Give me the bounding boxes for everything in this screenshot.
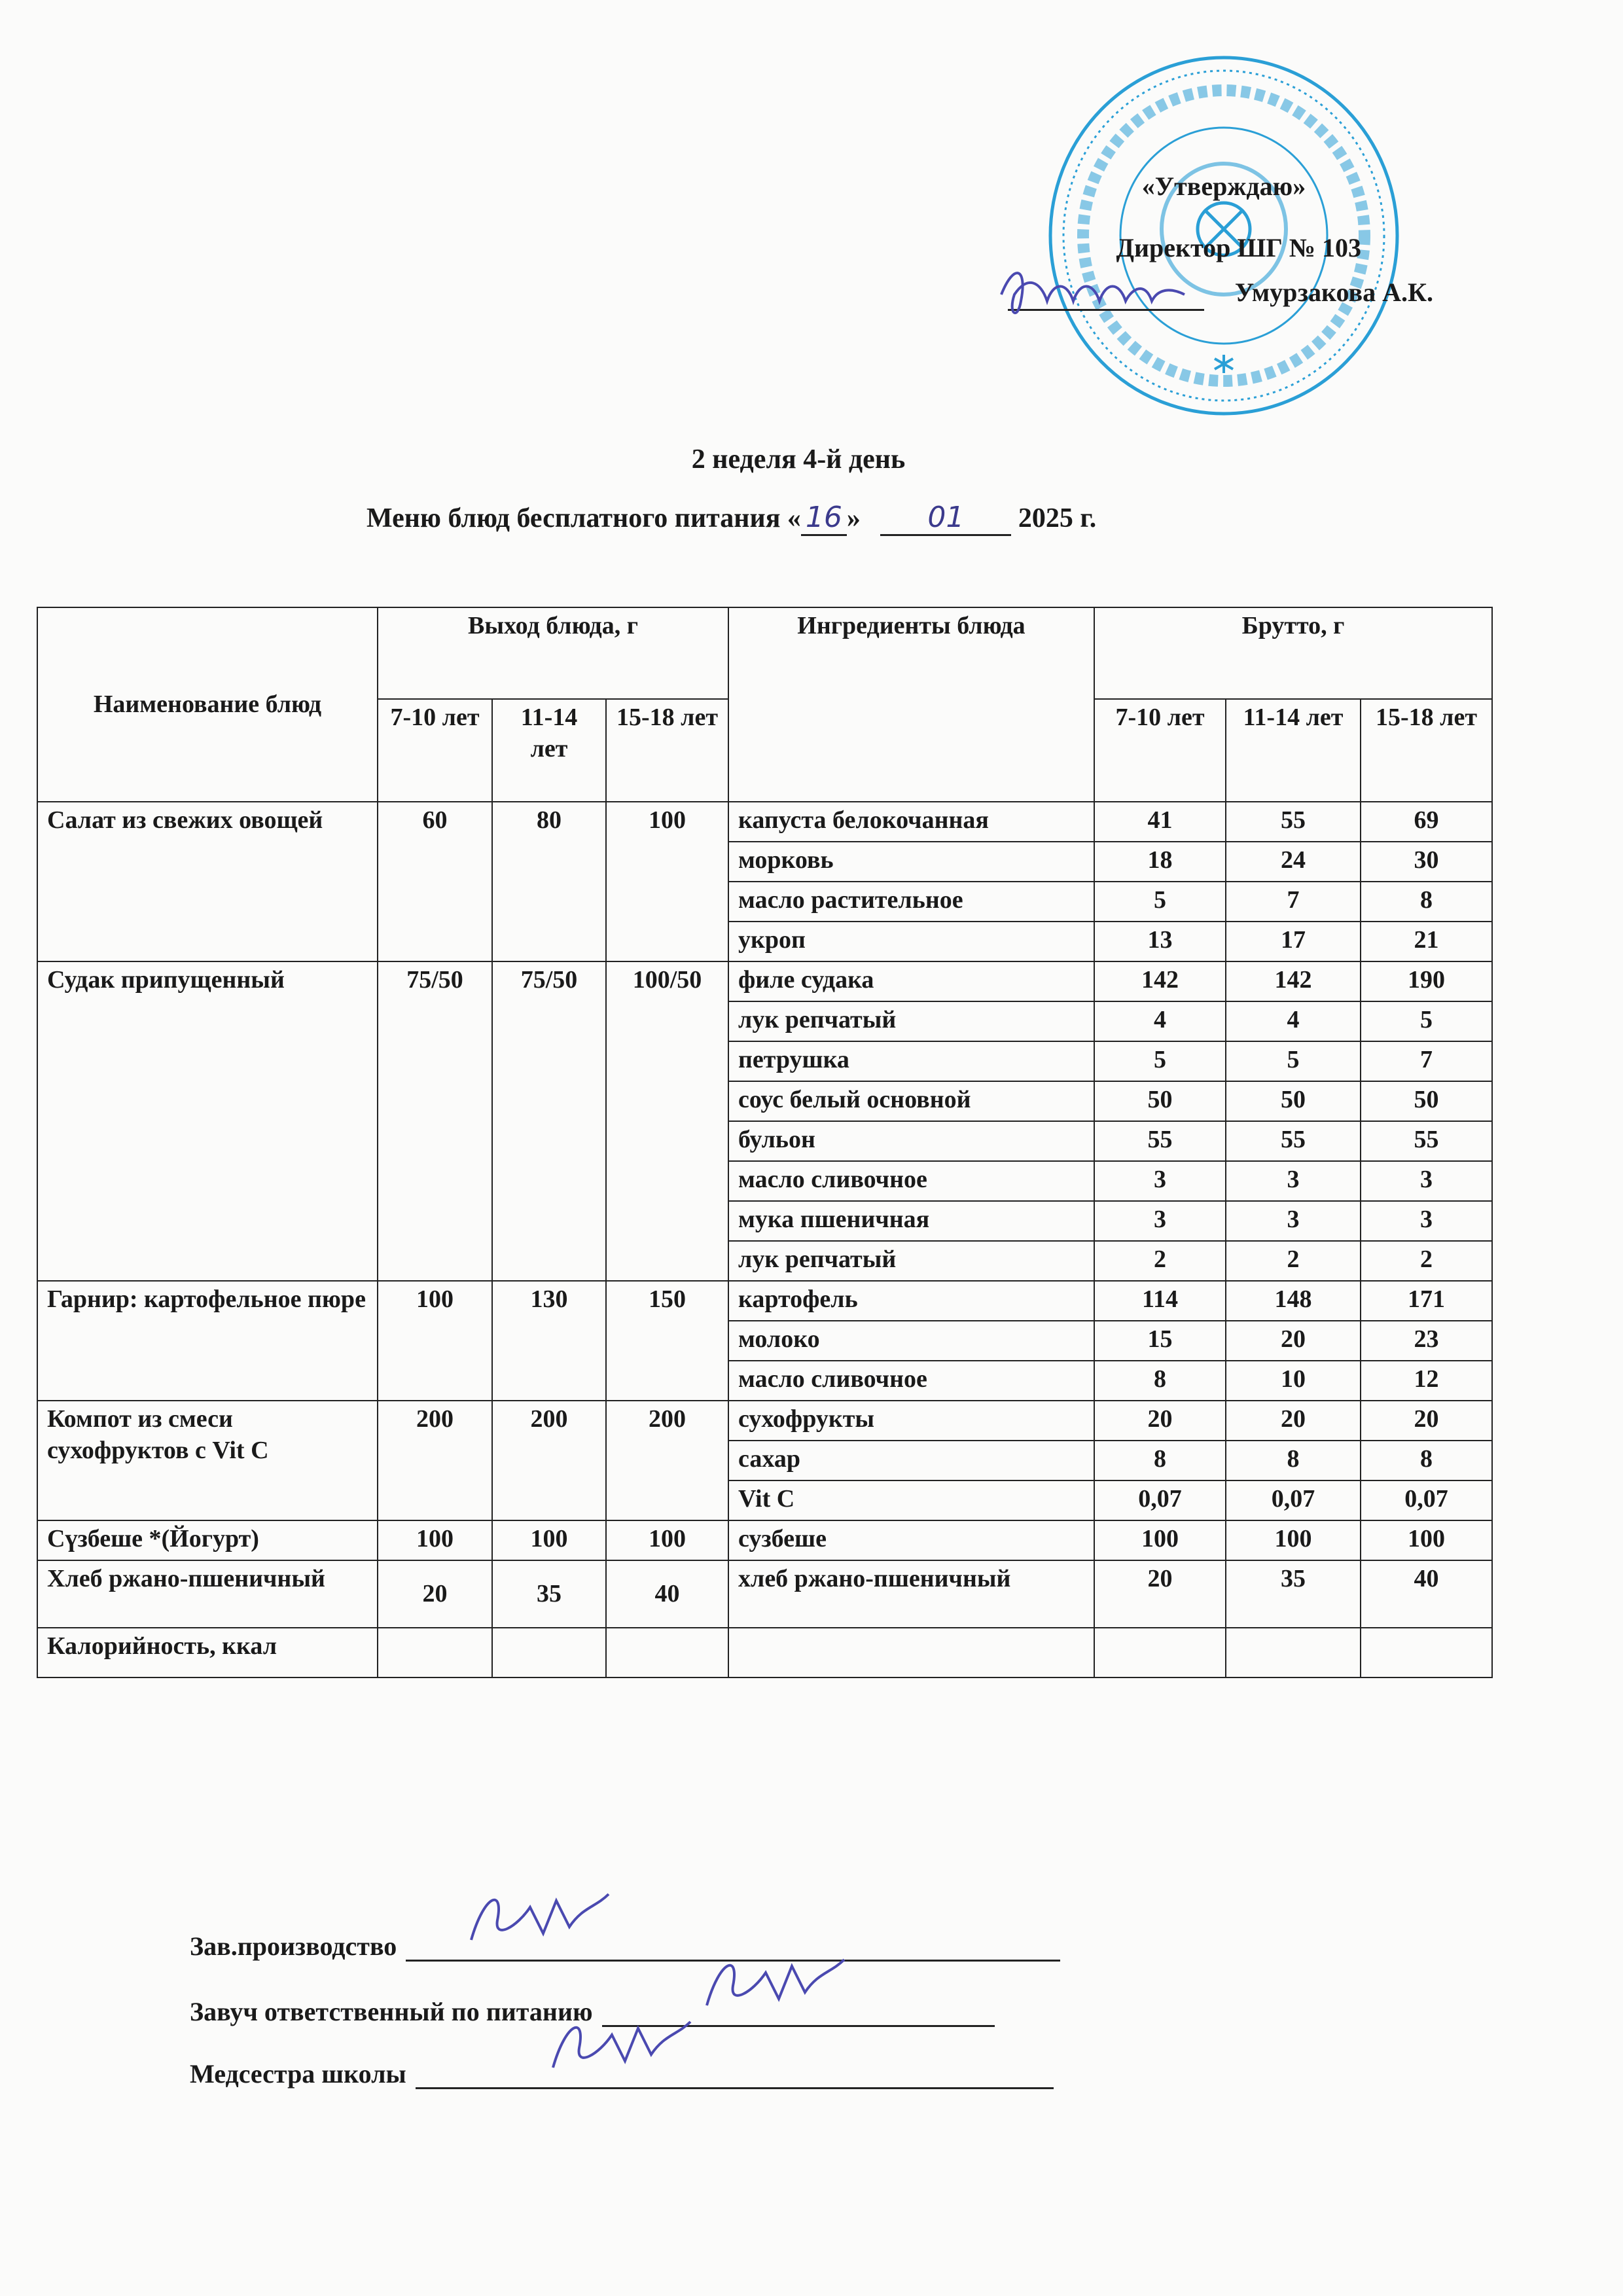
dish-yield: 200	[606, 1401, 728, 1520]
dish-name: Хлеб ржано-пшеничный	[37, 1560, 378, 1628]
calories-cell	[1094, 1628, 1226, 1677]
calories-cell	[728, 1628, 1094, 1677]
dish-yield: 130	[492, 1281, 606, 1401]
ingredient-brutto: 30	[1361, 842, 1492, 882]
dish-name: Сүзбеше *(Йогурт)	[37, 1520, 378, 1560]
ingredient-brutto: 21	[1361, 922, 1492, 961]
approval-role: Директор ШГ № 103	[1116, 233, 1361, 262]
menu-title	[366, 501, 1096, 536]
ingredient-name: молоко	[728, 1321, 1094, 1361]
dish-yield: 60	[378, 802, 492, 961]
ingredient-name: укроп	[728, 922, 1094, 961]
ingredient-name: лук репчатый	[728, 1241, 1094, 1281]
ingredient-brutto: 55	[1361, 1121, 1492, 1161]
dish-yield: 100	[606, 802, 728, 961]
ingredient-brutto: 50	[1361, 1081, 1492, 1121]
date-year: 2025 г.	[1018, 503, 1097, 533]
date-day: 16	[801, 501, 847, 536]
ingredient-brutto: 55	[1226, 1121, 1361, 1161]
table-row	[37, 1520, 1492, 1560]
dish-name: Гарнир: картофельное пюре	[37, 1281, 378, 1401]
menu-table	[37, 607, 1493, 1678]
dish-name: Компот из смеси сухофруктов с Vit C	[37, 1401, 378, 1520]
ingredient-brutto: 5	[1361, 1001, 1492, 1041]
ingredient-brutto: 8	[1361, 1441, 1492, 1480]
date-month: 01	[880, 501, 1011, 536]
ingredient-brutto: 7	[1226, 882, 1361, 922]
ingredient-brutto: 142	[1226, 961, 1361, 1001]
ingredient-brutto: 17	[1226, 922, 1361, 961]
dish-yield: 200	[492, 1401, 606, 1520]
ingredient-name: бульон	[728, 1121, 1094, 1161]
calories-cell	[1226, 1628, 1361, 1677]
signature-row-0	[190, 1931, 1060, 1962]
ingredient-name: мука пшеничная	[728, 1201, 1094, 1241]
signature-label: Медсестра школы	[190, 2059, 406, 2089]
calories-cell	[492, 1628, 606, 1677]
approval-name: Умурзакова А.К.	[1234, 278, 1433, 307]
ingredient-brutto: 100	[1094, 1520, 1226, 1560]
signature-line	[416, 2061, 1054, 2089]
ingredient-name: лук репчатый	[728, 1001, 1094, 1041]
dish-yield: 100/50	[606, 961, 728, 1281]
ingredient-brutto: 5	[1094, 882, 1226, 922]
header-yield: Выход блюда, г	[378, 607, 728, 699]
signature-row-2	[190, 2058, 1054, 2089]
handwritten-signature	[694, 1946, 864, 2018]
dish-yield: 100	[378, 1520, 492, 1560]
ingredient-brutto: 100	[1361, 1520, 1492, 1560]
ingredient-brutto: 20	[1226, 1401, 1361, 1441]
ingredient-brutto: 55	[1094, 1121, 1226, 1161]
handwritten-signature	[458, 1881, 628, 1953]
ingredient-brutto: 24	[1226, 842, 1361, 882]
brutto-age-header: 15-18 лет	[1361, 699, 1492, 802]
calories-label: Калорийность, ккал	[37, 1628, 378, 1677]
ingredient-brutto: 2	[1094, 1241, 1226, 1281]
ingredient-brutto: 8	[1094, 1441, 1226, 1480]
dish-yield: 100	[492, 1520, 606, 1560]
ingredient-name: масло растительное	[728, 882, 1094, 922]
ingredient-name: соус белый основной	[728, 1081, 1094, 1121]
ingredient-brutto: 8	[1094, 1361, 1226, 1401]
dish-yield: 35	[492, 1560, 606, 1628]
ingredient-name: Vit C	[728, 1480, 1094, 1520]
ingredient-brutto: 4	[1094, 1001, 1226, 1041]
dish-yield: 40	[606, 1560, 728, 1628]
ingredient-brutto: 190	[1361, 961, 1492, 1001]
ingredient-brutto: 20	[1226, 1321, 1361, 1361]
dish-yield: 20	[378, 1560, 492, 1628]
calories-cell	[1361, 1628, 1492, 1677]
signature-label: Зав.производство	[190, 1931, 397, 1961]
dish-yield: 150	[606, 1281, 728, 1401]
dish-yield: 75/50	[492, 961, 606, 1281]
dish-yield: 200	[378, 1401, 492, 1520]
header-ingredients: Ингредиенты блюда	[728, 607, 1094, 802]
quote-close: »	[846, 503, 861, 533]
yield-age-header: 15-18 лет	[606, 699, 728, 802]
dish-name: Салат из свежих овощей	[37, 802, 378, 961]
dish-yield: 100	[378, 1281, 492, 1401]
week-day-title: 2 неделя 4-й день	[691, 444, 906, 475]
header-brutto: Брутто, г	[1094, 607, 1492, 699]
ingredient-name: морковь	[728, 842, 1094, 882]
table-row	[37, 802, 1492, 842]
dish-yield: 75/50	[378, 961, 492, 1281]
ingredient-brutto: 3	[1226, 1161, 1361, 1201]
ingredient-brutto: 114	[1094, 1281, 1226, 1321]
ingredient-name: сузбеше	[728, 1520, 1094, 1560]
ingredient-brutto: 3	[1361, 1201, 1492, 1241]
brutto-age-header: 7-10 лет	[1094, 699, 1226, 802]
ingredient-name: картофель	[728, 1281, 1094, 1321]
menu-title-text: Меню блюд бесплатного питания «	[366, 503, 801, 533]
yield-age-header: 11-14 лет	[492, 699, 606, 802]
director-signature	[988, 255, 1211, 334]
ingredient-brutto: 5	[1094, 1041, 1226, 1081]
table-row	[37, 1281, 1492, 1321]
calories-cell	[606, 1628, 728, 1677]
ingredient-brutto: 12	[1361, 1361, 1492, 1401]
ingredient-brutto: 100	[1226, 1520, 1361, 1560]
dish-name: Судак припущенный	[37, 961, 378, 1281]
ingredient-brutto: 7	[1361, 1041, 1492, 1081]
ingredient-brutto: 0,07	[1094, 1480, 1226, 1520]
ingredient-name: филе судака	[728, 961, 1094, 1001]
ingredient-brutto: 35	[1226, 1560, 1361, 1628]
approval-title: «Утверждаю»	[1141, 171, 1306, 201]
ingredient-name: петрушка	[728, 1041, 1094, 1081]
brutto-age-header: 11-14 лет	[1226, 699, 1361, 802]
ingredient-brutto: 50	[1094, 1081, 1226, 1121]
table-row	[37, 1401, 1492, 1441]
ingredient-name: капуста белокочанная	[728, 802, 1094, 842]
dish-yield: 80	[492, 802, 606, 961]
ingredient-brutto: 2	[1226, 1241, 1361, 1281]
ingredient-brutto: 3	[1094, 1161, 1226, 1201]
table-row	[37, 961, 1492, 1001]
ingredient-brutto: 20	[1361, 1401, 1492, 1441]
ingredient-brutto: 18	[1094, 842, 1226, 882]
ingredient-brutto: 10	[1226, 1361, 1361, 1401]
ingredient-brutto: 20	[1094, 1401, 1226, 1441]
ingredient-brutto: 3	[1226, 1201, 1361, 1241]
handwritten-signature	[540, 2009, 710, 2081]
dish-yield: 100	[606, 1520, 728, 1560]
ingredient-brutto: 0,07	[1361, 1480, 1492, 1520]
ingredient-brutto: 23	[1361, 1321, 1492, 1361]
ingredient-brutto: 148	[1226, 1281, 1361, 1321]
ingredient-brutto: 0,07	[1226, 1480, 1361, 1520]
ingredient-brutto: 69	[1361, 802, 1492, 842]
ingredient-brutto: 171	[1361, 1281, 1492, 1321]
ingredient-name: хлеб ржано-пшеничный	[728, 1560, 1094, 1628]
signature-label: Завуч ответственный по питанию	[190, 1997, 593, 2026]
ingredient-brutto: 15	[1094, 1321, 1226, 1361]
ingredient-brutto: 40	[1361, 1560, 1492, 1628]
ingredient-name: сахар	[728, 1441, 1094, 1480]
ingredient-brutto: 13	[1094, 922, 1226, 961]
ingredient-brutto: 20	[1094, 1560, 1226, 1628]
ingredient-brutto: 3	[1361, 1161, 1492, 1201]
header-dish-name: Наименование блюд	[37, 607, 378, 802]
table-row	[37, 1560, 1492, 1628]
ingredient-brutto: 3	[1094, 1201, 1226, 1241]
ingredient-brutto: 8	[1226, 1441, 1361, 1480]
calories-cell	[378, 1628, 492, 1677]
ingredient-name: масло сливочное	[728, 1161, 1094, 1201]
ingredient-brutto: 8	[1361, 882, 1492, 922]
ingredient-brutto: 41	[1094, 802, 1226, 842]
ingredient-name: масло сливочное	[728, 1361, 1094, 1401]
yield-age-header: 7-10 лет	[378, 699, 492, 802]
ingredient-brutto: 5	[1226, 1041, 1361, 1081]
ingredient-brutto: 50	[1226, 1081, 1361, 1121]
ingredient-brutto: 2	[1361, 1241, 1492, 1281]
ingredient-brutto: 4	[1226, 1001, 1361, 1041]
calories-row	[37, 1628, 1492, 1677]
ingredient-brutto: 55	[1226, 802, 1361, 842]
ingredient-name: сухофрукты	[728, 1401, 1094, 1441]
ingredient-brutto: 142	[1094, 961, 1226, 1001]
